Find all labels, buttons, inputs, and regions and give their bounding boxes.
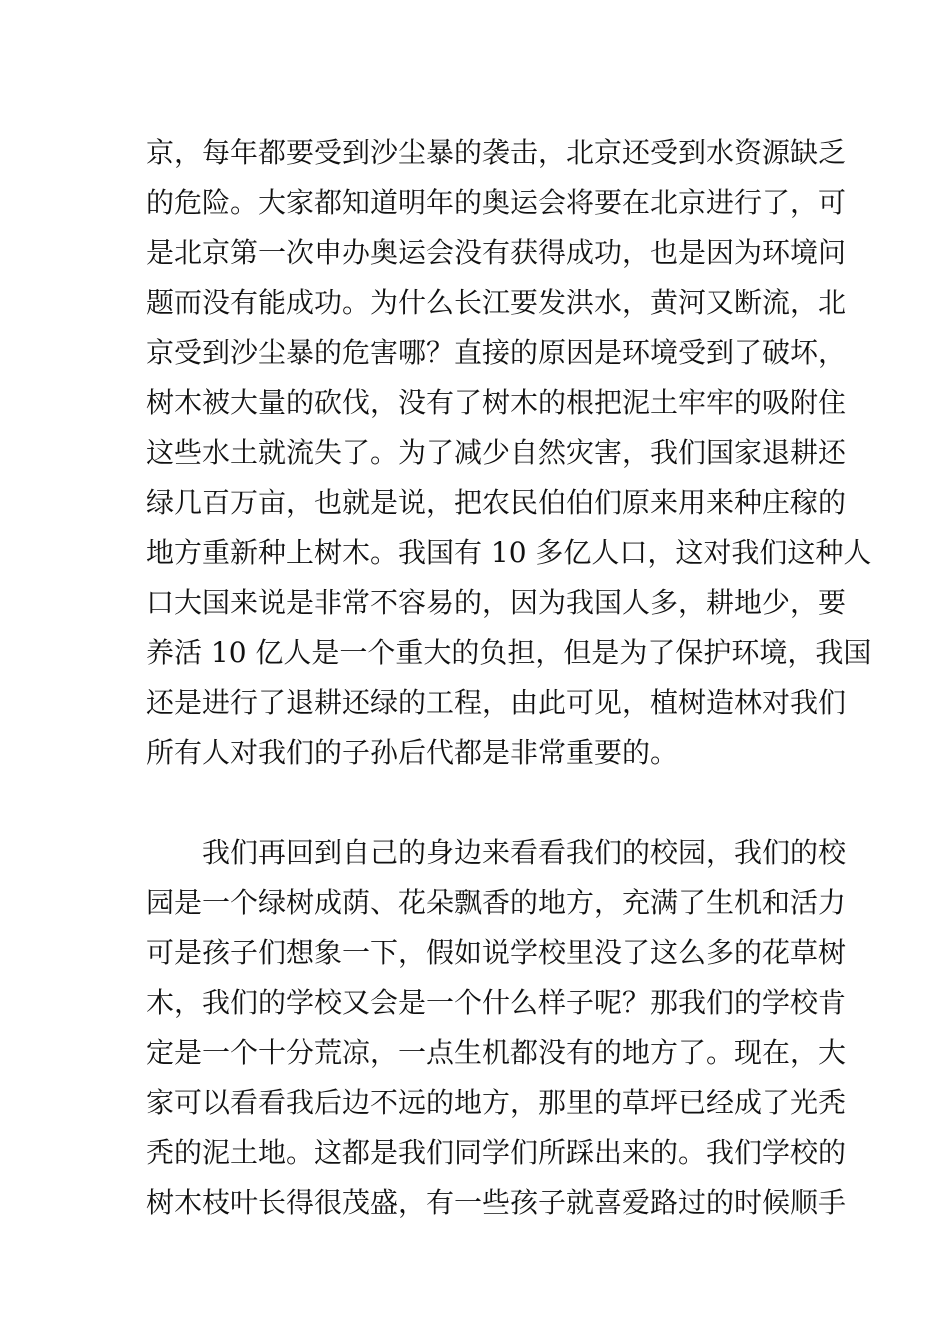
- paragraph-line: 地方重新种上树木。我国有 10 多亿人口，这对我们这种人: [146, 536, 872, 569]
- paragraph-line: 绿几百万亩，也就是说，把农民伯伯们原来用来种庄稼的: [146, 486, 847, 519]
- paragraph-line: 定是一个十分荒凉，一点生机都没有的地方了。现在，大: [146, 1036, 847, 1069]
- paragraph-line: 还是进行了退耕还绿的工程，由此可见，植树造林对我们: [146, 686, 847, 719]
- paragraph-line: 口大国来说是非常不容易的，因为我国人多，耕地少，要: [146, 586, 847, 619]
- paragraph-line: 秃的泥土地。这都是我们同学们所踩出来的。我们学校的: [146, 1136, 847, 1169]
- paragraph-line: 是北京第一次申办奥运会没有获得成功，也是因为环境问: [146, 236, 847, 269]
- paragraph-line: 京受到沙尘暴的危害哪？直接的原因是环境受到了破坏，: [146, 336, 847, 369]
- paragraph-line: 所有人对我们的子孙后代都是非常重要的。: [146, 736, 679, 769]
- paragraph-line: 我们再回到自己的身边来看看我们的校园，我们的校: [202, 836, 847, 869]
- paragraph-line: 可是孩子们想象一下，假如说学校里没了这么多的花草树: [146, 936, 847, 969]
- paragraph-line: 树木枝叶长得很茂盛，有一些孩子就喜爱路过的时候顺手: [146, 1186, 847, 1219]
- paragraph-line: 京，每年都要受到沙尘暴的袭击，北京还受到水资源缺乏: [146, 136, 847, 169]
- paragraph-line: 园是一个绿树成荫、花朵飘香的地方，充满了生机和活力: [146, 886, 847, 919]
- paragraph-line: 养活 10 亿人是一个重大的负担，但是为了保护环境，我国: [146, 636, 872, 669]
- paragraph-line: 这些水土就流失了。为了减少自然灾害，我们国家退耕还: [146, 436, 847, 469]
- paragraph-line: 题而没有能成功。为什么长江要发洪水，黄河又断流，北: [146, 286, 847, 319]
- paragraph-line: 树木被大量的砍伐，没有了树木的根把泥土牢牢的吸附住: [146, 386, 847, 419]
- paragraph-2: [146, 828, 847, 1228]
- paragraph-line: 木，我们的学校又会是一个什么样子呢？那我们的学校肯: [146, 986, 847, 1019]
- paragraph-line: 的危险。大家都知道明年的奥运会将要在北京进行了，可: [146, 186, 847, 219]
- paragraph-1: [146, 128, 872, 778]
- paragraph-line: 家可以看看我后边不远的地方，那里的草坪已经成了光秃: [146, 1086, 847, 1119]
